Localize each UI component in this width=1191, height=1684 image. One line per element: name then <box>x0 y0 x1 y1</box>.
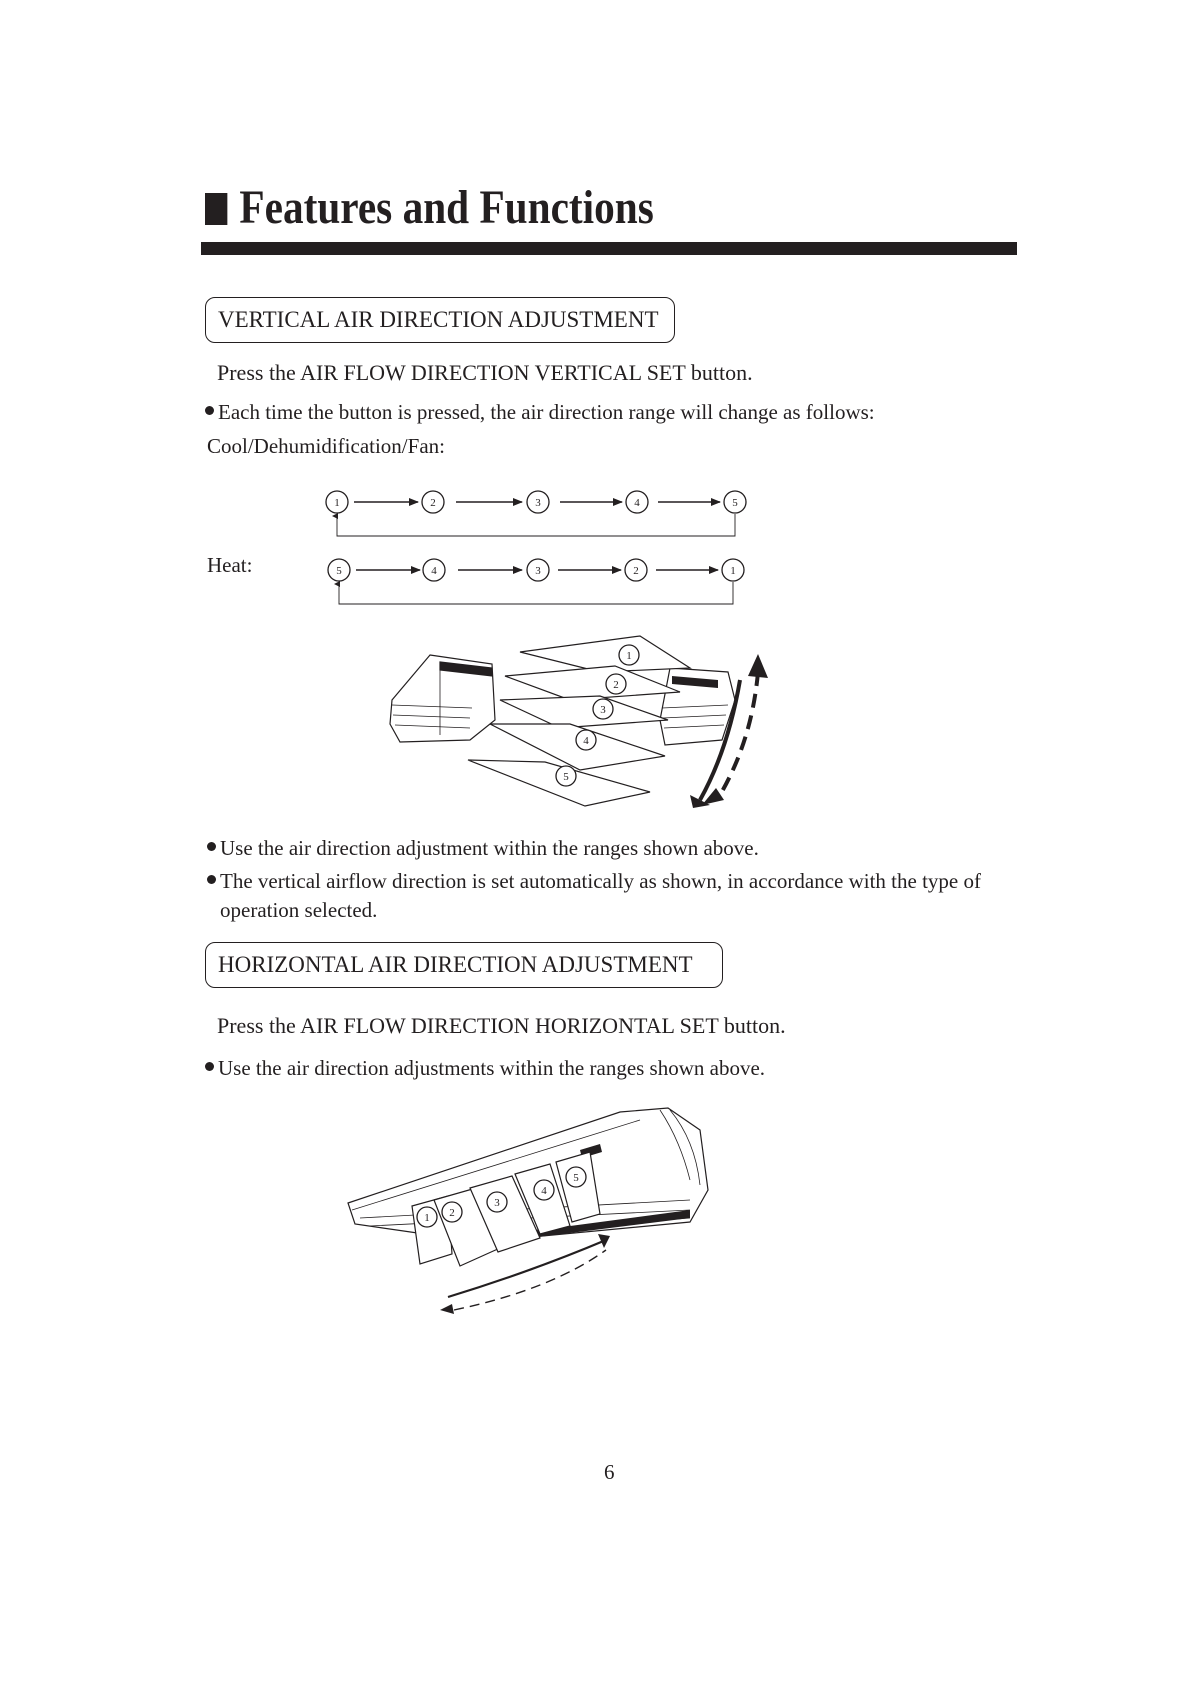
svg-text:3: 3 <box>494 1197 500 1209</box>
horizontal-position-4 <box>534 1180 554 1200</box>
louver-position-3 <box>593 699 613 719</box>
svg-text:5: 5 <box>563 771 569 783</box>
page-title: Features and Functions <box>205 180 654 236</box>
cool-step-5 <box>724 491 746 513</box>
heat-step-4 <box>625 559 647 581</box>
horizontal-position-3 <box>487 1192 507 1212</box>
horizontal-position-1 <box>417 1207 437 1227</box>
heat-mode-label: Heat: <box>207 553 253 577</box>
svg-text:2: 2 <box>449 1207 455 1219</box>
bullet-icon <box>207 875 216 884</box>
vertical-section-heading: VERTICAL AIR DIRECTION ADJUSTMENT <box>205 297 675 343</box>
bullet-icon <box>207 842 216 851</box>
svg-text:1: 1 <box>424 1212 430 1224</box>
heat-return-line <box>339 582 733 604</box>
svg-text:4: 4 <box>431 565 437 577</box>
cool-mode-label: Cool/Dehumidification/Fan: <box>207 434 445 458</box>
louver-sheet-3 <box>500 696 668 728</box>
horizontal-section-heading: HORIZONTAL AIR DIRECTION ADJUSTMENT <box>205 942 723 988</box>
cool-step-2 <box>422 491 444 513</box>
cool-sequence-row <box>326 491 746 536</box>
svg-text:3: 3 <box>535 497 541 509</box>
cool-step-3 <box>527 491 549 513</box>
svg-text:4: 4 <box>634 497 640 509</box>
svg-text:2: 2 <box>633 565 639 577</box>
cool-return-line <box>337 514 735 536</box>
svg-text:5: 5 <box>573 1172 579 1184</box>
horizontal-position-2 <box>442 1202 462 1222</box>
louver-position-5 <box>556 766 576 786</box>
louver-sheet-2 <box>505 666 680 700</box>
heat-step-3 <box>527 559 549 581</box>
svg-text:2: 2 <box>613 679 619 691</box>
svg-text:4: 4 <box>583 735 589 747</box>
heat-step-2 <box>423 559 445 581</box>
heat-step-1 <box>328 559 350 581</box>
page-number: 6 <box>604 1460 615 1484</box>
svg-text:5: 5 <box>732 497 738 509</box>
svg-text:1: 1 <box>626 650 632 662</box>
svg-text:4: 4 <box>541 1185 547 1197</box>
horizontal-note: Use the air direction adjustments within the ranges shown above. <box>205 1054 765 1082</box>
vertical-note-2-continued: operation selected. <box>220 898 378 922</box>
vertical-bullet-each-time: Each time the button is pressed, the air direction range will change as follows: <box>205 398 875 426</box>
heat-step-5 <box>722 559 744 581</box>
heat-sequence-row <box>328 559 744 604</box>
horizontal-louver-illustration <box>348 1108 708 1314</box>
svg-text:1: 1 <box>334 497 340 509</box>
vertical-note-1: Use the air direction adjustment within the ranges shown above. <box>207 834 759 862</box>
svg-text:3: 3 <box>600 704 606 716</box>
louver-position-4 <box>576 730 596 750</box>
cool-step-4 <box>626 491 648 513</box>
cool-step-1 <box>326 491 348 513</box>
vertical-note-2: The vertical airflow direction is set automatically as shown, in accordance with the type of <box>207 867 981 895</box>
louver-position-2 <box>606 674 626 694</box>
vertical-instruction: Press the AIR FLOW DIRECTION VERTICAL SET button. <box>217 360 753 385</box>
svg-text:2: 2 <box>430 497 436 509</box>
svg-text:3: 3 <box>535 565 541 577</box>
horizontal-position-5 <box>566 1167 586 1187</box>
louver-position-1 <box>619 645 639 665</box>
svg-text:5: 5 <box>336 565 342 577</box>
svg-text:1: 1 <box>730 565 736 577</box>
vertical-louver-illustration <box>390 636 768 808</box>
bullet-icon <box>205 1062 214 1071</box>
horizontal-instruction: Press the AIR FLOW DIRECTION HORIZONTAL SET button. <box>217 1013 786 1038</box>
